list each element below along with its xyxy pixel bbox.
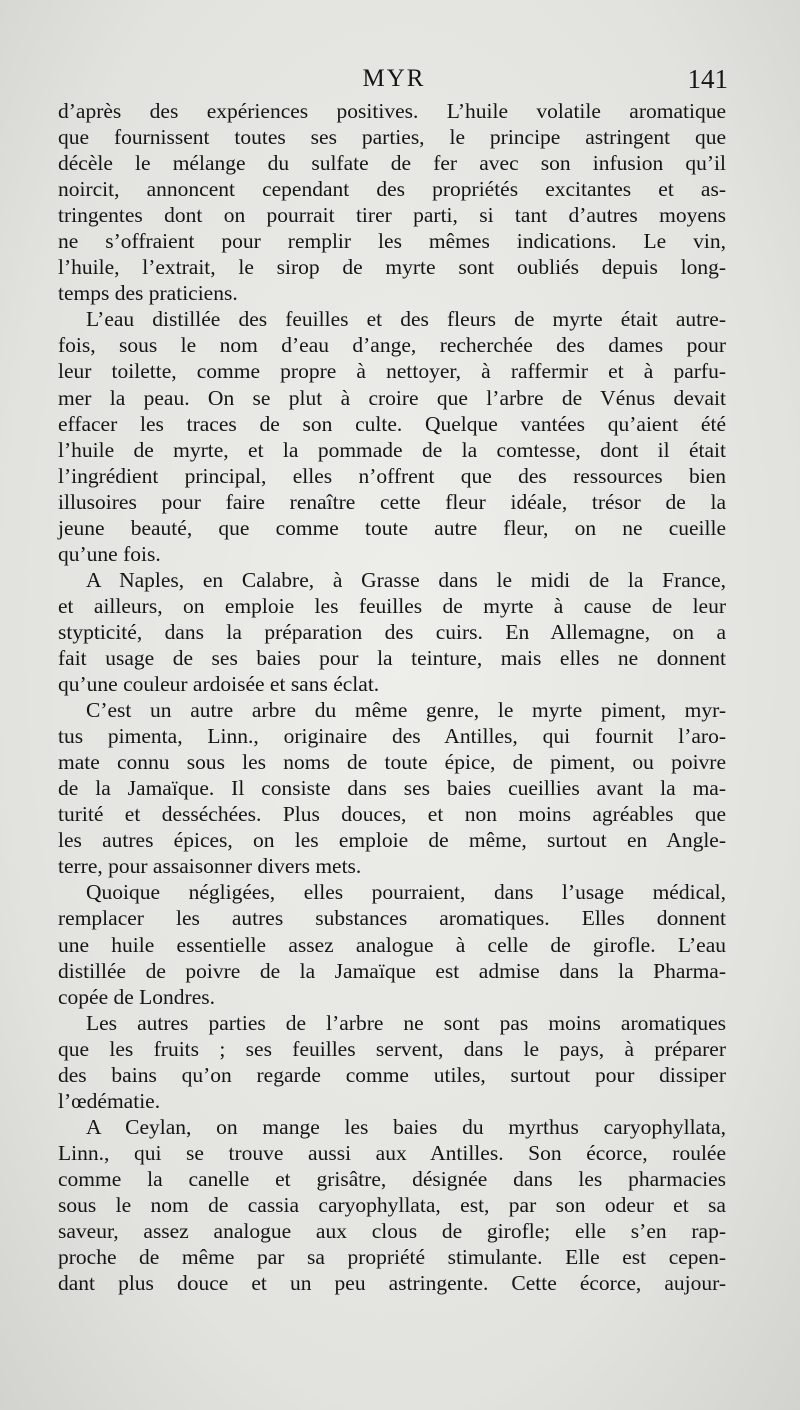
line-text: illusoires pour faire renaître cette fleur idéale, trésor de la: [58, 489, 726, 514]
running-head: MYR: [362, 65, 426, 92]
line-text: qu’une couleur ardoisée et sans éclat.: [58, 672, 380, 697]
line-text: noircit, annoncent cependant des propriétés excitantes et as-: [58, 177, 726, 202]
text-line: [58, 775, 726, 801]
line-text: temps des praticiens.: [58, 281, 238, 306]
text-line: [58, 645, 726, 671]
line-text: qu’une fois.: [58, 541, 161, 566]
line-text: proche de même par sa propriété stimulante. Elle est cepen-: [58, 1245, 726, 1270]
text-line: [58, 1270, 726, 1296]
line-text: fait usage de ses baies pour la teinture, mais elles ne donnent: [58, 645, 726, 670]
text-line: [58, 411, 726, 437]
text-line: [58, 280, 726, 306]
line-text: tringentes dont on pourrait tirer parti, si tant d’autres moyens: [58, 203, 726, 228]
line-text: C’est un autre arbre du même genre, le myrte piment,: [86, 698, 685, 723]
line-text: une huile essentielle assez analogue à celle de girofle. L’eau: [58, 932, 726, 957]
text-line: [58, 515, 726, 541]
line-text: effacer les traces de son culte. Quelque vantées qu’aient été: [58, 411, 726, 436]
page-header: [60, 62, 728, 96]
line-text: terre, pour assaisonner divers mets.: [58, 854, 362, 879]
line-text: L’eau distillée des feuilles et des fleurs de myrte était autre-: [86, 307, 726, 332]
text-line: [58, 905, 726, 931]
text-line: [58, 124, 726, 150]
text-line: [58, 593, 726, 619]
line-text: comme la canelle et grisâtre, désignée dans les pharmacies: [58, 1166, 726, 1191]
line-text: que fournissent toutes ses parties, le principe astringent que: [58, 125, 726, 150]
italic-text: myr-: [684, 698, 726, 723]
line-text: l’huile, l’extrait, le sirop de myrte sont oubliés depuis long-: [58, 255, 726, 280]
text-line: [58, 1244, 726, 1270]
text-line: [58, 749, 726, 775]
text-line: [58, 489, 726, 515]
text-line: [58, 932, 726, 958]
text-line: [58, 1010, 726, 1036]
text-line: [58, 1114, 726, 1140]
line-text: Les autres parties de l’arbre ne sont pas moins aromatiques: [86, 1010, 726, 1035]
line-text: mate connu sous les noms de: [58, 750, 385, 775]
text-line: [58, 697, 726, 723]
line-text: Quoique négligées, elles pourraient, dans l’usage médical,: [86, 880, 726, 905]
text-line: [58, 879, 726, 905]
line-text: de piment, ou poivre: [495, 750, 727, 775]
line-text: saveur, assez analogue aux clous de girofle; elle s’en rap-: [58, 1219, 726, 1244]
line-text: l’huile de myrte, et la pommade de la comtesse, dont il était: [58, 437, 726, 462]
text-line: [58, 853, 726, 879]
line-text: sous le nom de: [58, 1192, 248, 1217]
text-line: [58, 984, 726, 1010]
line-text: ne s’offraient pour remplir les mêmes indications. Le vin,: [58, 229, 726, 254]
line-text: est, par son odeur et sa: [440, 1192, 726, 1217]
line-text: mer la peau. On se plut à croire que l’arbre de Vénus devait: [58, 385, 726, 410]
line-text: turité et desséchées. Plus douces, et non moins agréables que: [58, 802, 726, 827]
italic-text: tus pimenta: [58, 724, 178, 749]
italic-text: cassia caryophyllata,: [247, 1192, 441, 1217]
text-line: [58, 1062, 726, 1088]
text-line: [58, 619, 726, 645]
line-text: et ailleurs, on emploie les feuilles de myrte à cause de leur: [58, 593, 726, 618]
line-text: A Naples, en Calabre, à Grasse dans le midi de la France,: [86, 567, 726, 592]
line-text: les autres épices, on les emploie de même, surtout en Angle-: [58, 828, 726, 853]
text-line: [58, 1088, 726, 1114]
body-text: [58, 98, 726, 1296]
text-line: [58, 176, 726, 202]
line-text: jeune beauté, que comme toute autre fleur, on ne cueille: [58, 515, 726, 540]
text-line: [58, 463, 726, 489]
text-line: [58, 827, 726, 853]
line-text: d’après des expériences positives. L’huile volatile aromatique: [58, 99, 726, 123]
text-line: [58, 567, 726, 593]
line-text: l’ingrédient principal, elles n’offrent que des ressources bien: [58, 463, 726, 488]
line-text: distillée de poivre de la Jamaïque est admise dans la Pharma-: [58, 958, 726, 983]
text-line: [58, 958, 726, 984]
text-line: [58, 358, 726, 384]
line-text: Linn., qui se trouve aussi aux Antilles. Son écorce, roulée: [58, 1140, 726, 1165]
text-line: [58, 801, 726, 827]
text-line: [58, 437, 726, 463]
line-text: A Ceylan, on mange les baies du: [86, 1114, 509, 1139]
text-line: [58, 306, 726, 332]
text-line: [58, 254, 726, 280]
text-line: [58, 332, 726, 358]
line-text: l’œdématie.: [58, 1088, 161, 1113]
line-text: des bains qu’on regarde comme utiles, surtout pour dissiper: [58, 1062, 726, 1087]
text-line: [58, 1166, 726, 1192]
text-line: [58, 228, 726, 254]
line-text: que les fruits ; ses feuilles servent, dans le pays, à préparer: [58, 1036, 726, 1061]
text-line: [58, 671, 726, 697]
line-text: leur toilette, comme propre à nettoyer, à raffermir et à parfu-: [58, 359, 726, 384]
italic-text: eau d’ange: [299, 333, 411, 358]
text-line: [58, 98, 726, 124]
line-text: , recherchée des dames pour: [410, 333, 726, 358]
text-line: [58, 150, 726, 176]
line-text: dant plus douce et un peu astringente. Cette écorce, aujour-: [58, 1271, 726, 1296]
text-line: [58, 202, 726, 228]
text-line: [58, 1036, 726, 1062]
line-text: décèle le mélange du sulfate de fer avec son infusion qu’il: [58, 151, 726, 176]
text-line: [58, 1140, 726, 1166]
line-text: ,: [720, 1114, 726, 1139]
line-text: stypticité, dans la préparation des cuirs. En Allemagne, on a: [58, 619, 726, 644]
italic-text: toute épice,: [384, 750, 496, 775]
line-text: copée de Londres.: [58, 984, 215, 1009]
text-line: [58, 541, 726, 567]
line-text: fois, sous le nom d’: [58, 333, 300, 358]
italic-text: myrthus caryophyllata: [508, 1114, 721, 1139]
page-number: 141: [687, 64, 728, 94]
line-text: de la Jamaïque. Il consiste dans ses baies cueillies avant la ma-: [58, 776, 726, 801]
text-line: [58, 723, 726, 749]
line-text: , Linn., originaire des Antilles, qui fournit l’aro-: [177, 724, 726, 749]
text-line: [58, 1218, 726, 1244]
text-line: [58, 385, 726, 411]
text-line: [58, 1192, 726, 1218]
line-text: remplacer les autres substances aromatiques. Elles donnent: [58, 906, 726, 931]
